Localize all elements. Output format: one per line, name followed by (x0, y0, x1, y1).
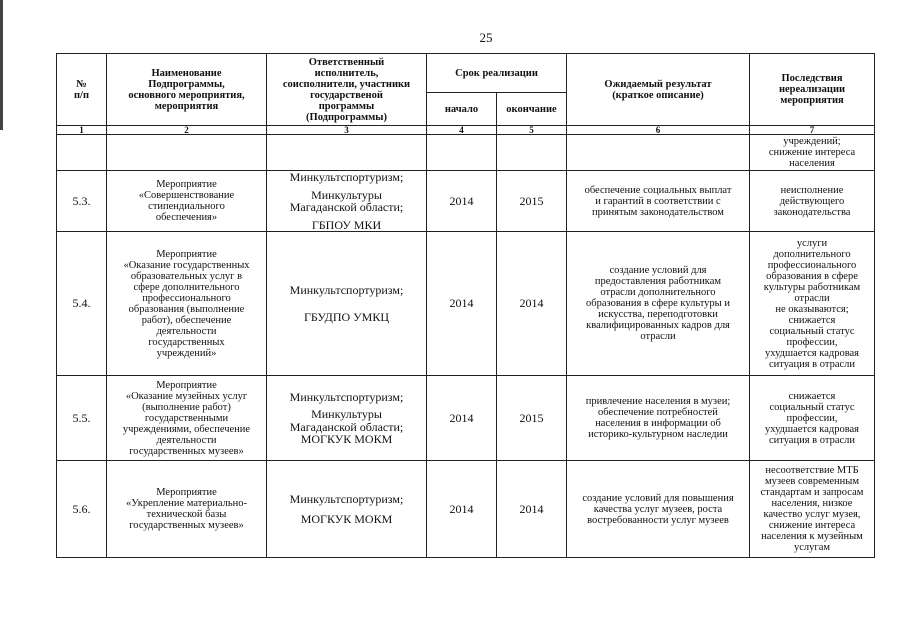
cell-consequences: учреждений; снижение интереса населения (750, 135, 875, 171)
column-number: 1 (57, 126, 107, 135)
executor-line: ГБПОУ МКИ (311, 217, 382, 232)
table-row-5-4 (57, 232, 875, 376)
executor-line: МОГКУК МОКМ (300, 432, 393, 446)
header-col-number: № п/п (57, 54, 107, 126)
table-row-continuation (57, 135, 875, 171)
header-col-consequences: Последствия нереализации мероприятия (750, 54, 875, 126)
cell-consequences: неисполнение действующего законодательства (750, 171, 875, 232)
cell-start-year: 2014 (427, 232, 497, 376)
column-number-row (57, 126, 875, 135)
cell-number: 5.5. (57, 376, 107, 461)
cell-consequences: несоответствие МТБ музеев современным стандартам и запросам населения, низкое качество услуг музея, снижение интереса населения к музейным услугам (750, 461, 875, 558)
column-number: 5 (497, 126, 567, 135)
cell-number: 5.4. (57, 232, 107, 376)
left-margin-line (0, 0, 3, 130)
column-number: 7 (750, 126, 875, 135)
cell-activity-name: Мероприятие «Совершенствование стипендиального обеспечения» (107, 171, 267, 232)
cell-empty (107, 135, 267, 171)
executor-line: Минкультспортуризм; (289, 283, 404, 297)
cell-expected-result: привлечение населения в музеи; обеспечение потребностей населения в информации об историко-культурном наследии (567, 376, 750, 461)
executor-line: Минкультспортуризм; (289, 491, 404, 506)
header-col-start: начало (427, 93, 497, 126)
cell-end-year: 2015 (497, 171, 567, 232)
cell-empty (497, 135, 567, 171)
cell-empty (267, 135, 427, 171)
executor-line: Минкультуры Магаданской области; (289, 407, 404, 434)
cell-activity-name: Мероприятие «Оказание государственных образовательных услуг в сфере дополнительного профессионального образования (выполнение работ), обеспечение деятельности государственных учреждений» (107, 232, 267, 376)
cell-start-year: 2014 (427, 376, 497, 461)
executor-line: МОГКУК МОКМ (300, 512, 393, 526)
header-col-name: Наименование Подпрограммы, основного мероприятия, мероприятия (107, 54, 267, 126)
cell-number: 5.6. (57, 461, 107, 558)
cell-expected-result: создание условий для предоставления работникам отрасли дополнительного образования в сфере культуры и искусства, переподготовки квалифицированных кадров для отрасли (567, 232, 750, 376)
cell-executors (267, 232, 427, 376)
cell-executors (267, 461, 427, 558)
cell-executors (267, 376, 427, 461)
column-number: 3 (267, 126, 427, 135)
cell-activity-name: Мероприятие «Укрепление материально- технической базы государственных музеев» (107, 461, 267, 558)
header-col-end: окончание (497, 93, 567, 126)
cell-start-year: 2014 (427, 171, 497, 232)
header-col-result: Ожидаемый результат (краткое описание) (567, 54, 750, 126)
cell-end-year: 2014 (497, 232, 567, 376)
cell-number: 5.3. (57, 171, 107, 232)
column-number: 2 (107, 126, 267, 135)
cell-consequences: услуги дополнительного профессионального образования в сфере культуры работникам отрасли не оказываются; снижается социальный статус профессии, ухудшается кадровая ситуация в отрасли (750, 232, 875, 376)
executor-line: Минкультспортуризм; (289, 170, 404, 184)
header-col-period: Срок реализации (427, 54, 567, 93)
executor-line: Минкультспортуризм; (289, 389, 404, 404)
header-row (57, 54, 875, 93)
table-row-5-3 (57, 171, 875, 232)
cell-executors (267, 171, 427, 232)
cell-start-year: 2014 (427, 461, 497, 558)
header-col-executor: Ответственный исполнитель, соисполнители, участники государственой программы (Подпрограммы) (267, 54, 427, 126)
cell-expected-result: обеспечение социальных выплат и гарантий в соответствии с принятым законодательством (567, 171, 750, 232)
cell-empty (567, 135, 750, 171)
column-number: 6 (567, 126, 750, 135)
cell-end-year: 2015 (497, 376, 567, 461)
program-activities-table (56, 53, 875, 558)
cell-consequences: снижается социальный статус профессии, ухудшается кадровая ситуация в отрасли (750, 376, 875, 461)
table-row-5-6 (57, 461, 875, 558)
table-row-5-5 (57, 376, 875, 461)
cell-end-year: 2014 (497, 461, 567, 558)
executor-line: Минкультуры Магаданской области; (289, 187, 404, 214)
column-number: 4 (427, 126, 497, 135)
cell-empty (427, 135, 497, 171)
cell-empty (57, 135, 107, 171)
executor-line: ГБУДПО УМКЦ (303, 309, 390, 324)
cell-activity-name: Мероприятие «Оказание музейных услуг (выполнение работ) государственными учреждениями, обеспечение деятельности государственных музеев» (107, 376, 267, 461)
cell-expected-result: создание условий для повышения качества услуг музеев, роста востребованности услуг музеев (567, 461, 750, 558)
page-number: 25 (479, 30, 493, 45)
